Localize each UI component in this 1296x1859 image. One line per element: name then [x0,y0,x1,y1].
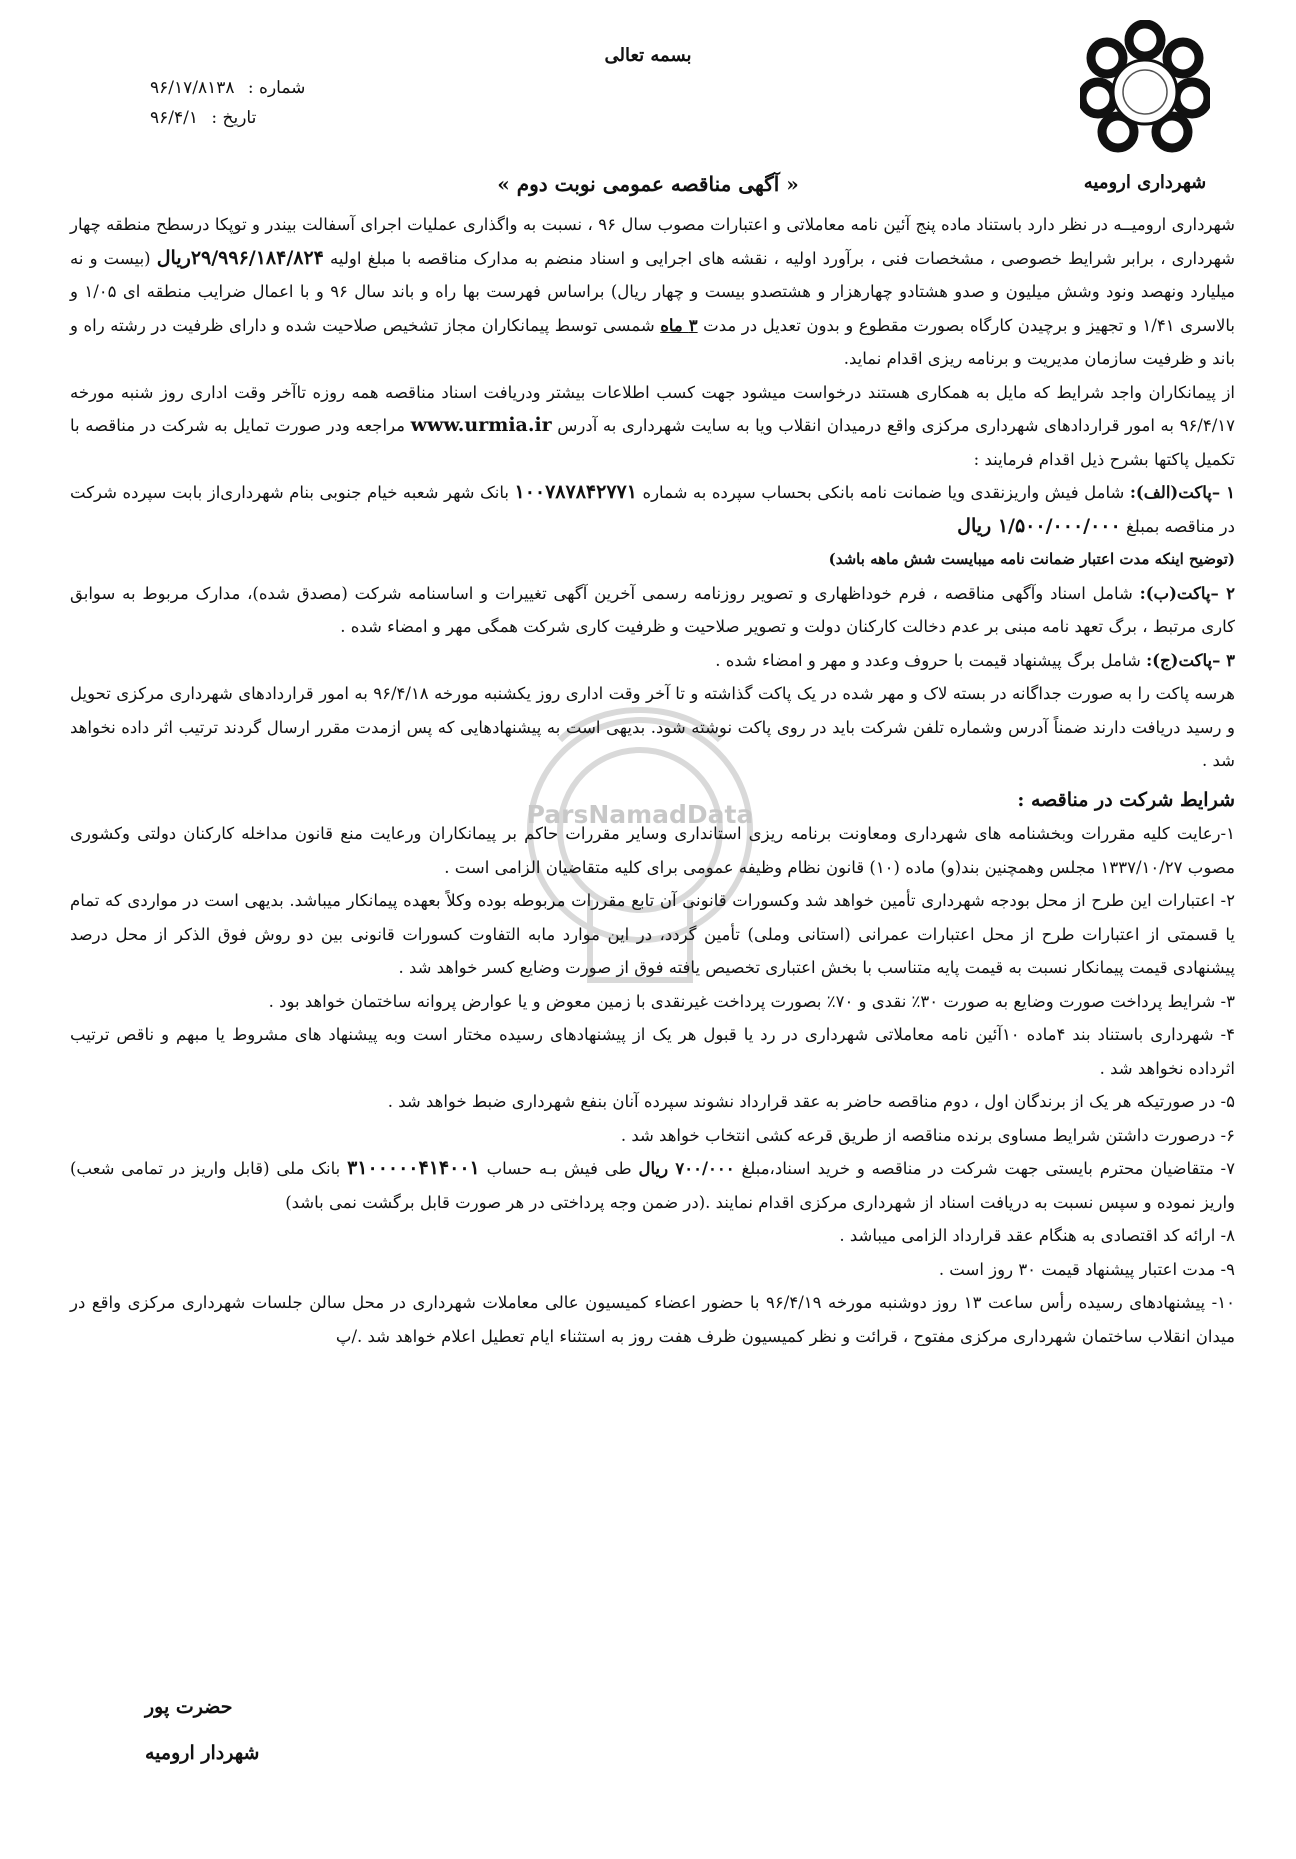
packet-a-note: (توضیح اینکه مدت اعتبار ضمانت نامه میبایست شش ماهه باشد) [828,550,1235,568]
packet-b-label: ۲ –پاکت(ب): [1139,583,1235,603]
header [0,0,1296,200]
intro-text-1: شهرداری ارومیــه در نظر دارد باستناد ماده پنج آئین نامه معاملاتی و اعتبارات مصوب سال ۹۶ ، نسبت به واگذاری عملیات اجرای آسفالت بیندر و توپکا درسطح منطقه چهار شهرداری ، برابر شرایط خصوصی ، مشخصات فنی ، برآورد اولیه ، نقشه های اجرایی و اسناد منضم به مدارک مناقصه با مبلغ اولیه [70,215,1235,268]
document-date [150,108,256,128]
signatory-role: شهردار ارومیه [145,1742,260,1764]
packet-c-label: ۳ –پاکت(ج): [1146,650,1235,670]
packet-a-text-2: بانک شهر شعبه خیام جنوبی بنام شهرداری‌از بابت سپرده شرکت در مناقصه بمبلغ [70,483,1235,536]
condition-4: ۴- شهرداری باستناد بند ۴ماده ۱۰آئین نامه معاملاتی شهرداری در رد یا قبول هر یک از پیشنهادهای رسیده مختار است وبه پیشنهاد های مشروط یا مبهم و ناقص ترتیب اثرداده نخواهد شد . [70,1025,1235,1078]
website-link[interactable]: www.urmia.ir [410,414,552,436]
packet-a-amount: ۱/۵۰۰/۰۰۰/۰۰۰ ریال [957,514,1121,537]
duration: ۳ ماه [660,315,698,335]
packet-b [70,577,1235,644]
condition-10: ۱۰- پیشنهادهای رسیده رأس ساعت ۱۳ روز دوشنبه مورخه ۹۶/۴/۱۹ با حضور اعضاء کمیسیون عالی معاملات شهرداری در محل سالن جلسات شهرداری مرکزی واقع در میدان انقلاب ساختمان شهرداری مرکزی مفتوح ، قرائت و نظر کمیسیون ظرف هفت روز به استثناء ایام تعطیل اعلام خواهد شد ./پ [70,1293,1235,1346]
invite-text-1: از پیمانکاران واجد شرایط که مایل به همکاری هستند درخواست میشود جهت کسب اطلاعات بیشتر ودریافت اسناد مناقصه همه روزه تاآخر وقت اداری روز شنبه مورخه ۹۶/۴/۱۷ به امور قراردادهای شهرداری مرکزی واقع درمیدان انقلاب ویا به سایت شهرداری به آدرس [70,382,1236,435]
delivery-paragraph: هرسه پاکت را به صورت جداگانه در بسته لاک و مهر شده در یک پاکت گذاشته و تا آخر وقت اداری روز یکشنبه مورخه ۹۶/۴/۱۸ به امور قراردادهای شهرداری مرکزی تحویل و رسید دریافت دارند ضمناً آدرس وشماره تلفن شرکت باید در روی پاکت نوشته شود. بدیهی است به پیشنهادهایی که پس ازمدت مقرر ارسال گردند ترتیب اثر داده نخواهد شد . [70,684,1235,770]
condition-7-text-2: طی فیش بـه حساب [479,1159,632,1178]
intro-paragraph [70,208,1235,376]
urmia-municipality-logo-icon [1080,20,1210,160]
invite-text-2: مراجعه ودر صورت تمایل به شرکت در مناقصه با تکمیل پاکتها بشرح ذیل اقدام فرمایند : [70,416,1235,469]
packet-c-text: شامل برگ پیشنهاد قیمت با حروف وعدد و مهر و امضاء شده . [715,650,1141,670]
condition-1: ۱-رعایت کلیه مقررات وبخشنامه های شهرداری ومعاونت برنامه ریزی استانداری وسایر مقررات حاکم بر پیمانکاران ورعایت منع قانون مداخله کارکنان دولتی وکشوری مصوب ۱۳۳۷/۱۰/۲۷ مجلس وهمچنین بند(و) ماده (۱۰) قانون نظام وظیفه عمومی برای کلیه متقاضیان الزامی است . [70,824,1235,877]
packet-b-text: شامل اسناد وآگهی مناقصه ، فرم خوداظهاری و تصویر روزنامه رسمی آخرین آگهی تغییرات و اساسنامه شرکت (مصدق شده)، مدارک مربوط به سوابق کاری مرتبط ، برگ تعهد نامه مبنی بر عدم دخالت کارکنان دولت و تصویر صلاحیت و ظرفیت کاری شرکت همگی مهر و امضاء شده . [70,583,1235,636]
packet-a-label: ۱ –پاکت(الف): [1129,483,1235,502]
condition-2: ۲- اعتبارات این طرح از محل بودجه شهرداری تأمین خواهد شد وکسورات قانونی آن تابع مقررات مربوطه بوده وکلاً بعهده پیمانکار میباشد. بدیهی است در مواردی که تمام یا قسمتی از اعتبارات طرح از محل اعتبارات عمرانی (استانی وملی) تأمین گردد، در این موارد مابه التفاوت کسورات قانونی بین دو روش فوق الذکر از محل درصد پیشنهادی قیمت پیمانکار نسبت به قیمت پایه متناسب با بخش اعتباری تخصیص یافته فوق از صورت وضایع کسر خواهد شد . [70,891,1235,977]
packet-a [70,476,1235,543]
condition-8: ۸- ارائه کد اقتصادی به هنگام عقد قرارداد الزامی میباشد . [839,1226,1235,1245]
intro-text-3: شمسی توسط پیمانکاران مجاز تشخیص صلاحیت شده و دارای ظرفیت در رشته راه و باند و ظرفیت سازمان مدیریت و برنامه ریزی اقدام نماید. [70,315,1235,368]
notice-title: « آگهی مناقصه عمومی نوبت دوم » [497,172,799,196]
document-number [150,78,305,98]
initial-amount: ۲۹/۹۹۶/۱۸۴/۸۲۴ریال [156,246,324,269]
condition-7 [70,1152,1235,1219]
document-date-label: تاریخ : [211,108,257,128]
intro-text-2: (بیست و نه میلیارد ونهصد ونود وشش میلیون و صدو هشتادو چهارهزار و هشتصدو بیست و چهار ریال) براساس فهرست بها راه و باند سال ۹۶ و با اعمال ضرایب منطقه ای ۱/۰۵ و بالاسری ۱/۴۱ و تجهیز و برچیدن کارگاه بصورت مقطوع و بدون تعدیل در مدت [70,248,1236,335]
condition-7-account: ۳۱۰۰۰۰۰۴۱۴۰۰۱ [347,1157,480,1179]
watermark-text: ParsNamadData [526,800,754,829]
condition-3: ۳- شرایط پرداخت صورت وضایع به صورت ۳۰٪ نقدی و ۷۰٪ بصورت پرداخت غیرنقدی با زمین معوض و یا عوارض پروانه ساختمان خواهد بود . [268,991,1235,1011]
signatory-name: حضرت پور [145,1696,233,1718]
condition-5: ۵- در صورتیکه هر یک از برندگان اول ، دوم مناقصه حاضر به عقد قرارداد نشوند سپرده آنان بنفع شهرداری ضبط خواهد شد . [387,1092,1235,1111]
condition-7-amount: ۷۰۰/۰۰۰ ریال [638,1159,735,1178]
logo-caption: شهرداری ارومیه [1083,172,1207,193]
document-number-value: ۹۶/۱۷/۸۱۳۸ [150,78,235,98]
notice-body [70,208,1235,1353]
condition-7-text-1: ۷- متقاضیان محترم بایستی جهت شرکت در مناقصه و خرید اسناد،مبلغ [734,1159,1235,1178]
conditions-title: شرایط شرکت در مناقصه : [1017,788,1235,811]
document-date-value: ۹۶/۴/۱ [150,108,198,128]
condition-6: ۶- درصورت داشتن شرایط مساوی برنده مناقصه از طریق قرعه کشی انتخاب خواهد شد . [620,1125,1235,1145]
condition-9: ۹- مدت اعتبار پیشنهاد قیمت ۳۰ روز است . [938,1259,1235,1279]
packet-a-text-1: شامل فیش واریزنقدی ویا ضمانت نامه بانکی بحساب سپرده به شماره [636,483,1125,502]
condition-7-text-3: بانک ملی (قابل واریز در تمامی شعب) واریز نموده و سپس نسبت به دریافت اسناد از شهرداری مرکزی اقدام نمایند .(در ضمن وجه پرداختی در هر صورت قابل برگشت نمی باشد) [70,1159,1235,1212]
document-number-label: شماره : [247,78,306,98]
invite-paragraph [70,376,1235,477]
bismillah: بسمه تعالی [604,45,692,66]
packet-a-account: ۱۰۰۷۸۷۸۴۲۷۷۱ [514,481,637,503]
packet-c [70,644,1235,678]
